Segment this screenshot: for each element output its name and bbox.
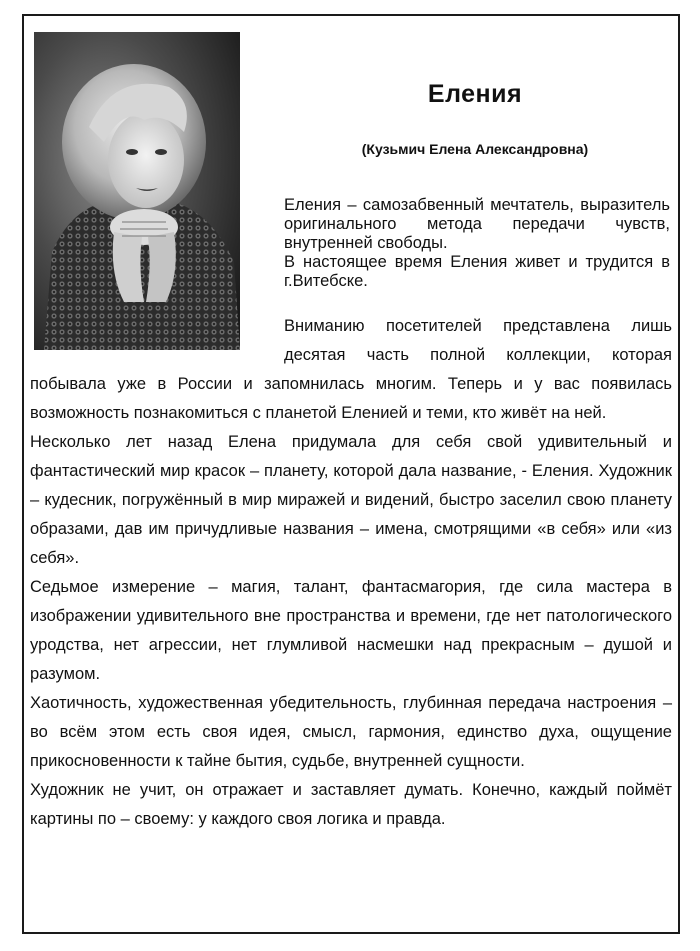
portrait-illustration <box>34 32 240 350</box>
body-paragraph: Несколько лет назад Елена придумала для себя свой удивительный и фантастический мир красок – планету, которой дала название, - Еления. Художник – кудесник, погружённый в мир миражей и видений, быстро заселил свою планету образами, дав им причудливые названия – имена, смотрящими «в себя» или «из себя». <box>30 433 672 567</box>
intro-paragraph: В настоящее время Еления живет и трудится в г.Витебске. <box>284 253 670 290</box>
body-paragraph: Художник не учит, он отражает и заставляет думать. Конечно, каждый поймёт картины по – своему: у каждого своя логика и правда. <box>30 781 672 828</box>
page-title: Еления <box>427 80 523 108</box>
body-paragraph: Вниманию посетителей представлена лишь десятая часть полной коллекции, которая побывала уже в России и запомнилась многим. Теперь и у вас появилась возможность познакомиться с планетой Еленией и теми, кто живёт на ней. <box>30 317 672 422</box>
article-body <box>30 312 672 834</box>
photo-wrap-spacer <box>30 312 284 370</box>
body-paragraph: Седьмое измерение – магия, талант, фантасмагория, где сила мастера в изображении удивительного вне пространства и времени, где нет патологического уродства, нет агрессии, нет глумливой насмешки над прекрасным – душой и разумом. <box>30 578 672 683</box>
intro-paragraph: Еления – самозабвенный мечтатель, выразитель оригинального метода передачи чувств, внутренней свободы. <box>284 196 670 252</box>
body-paragraph: Хаотичность, художественная убедительность, глубинная передача настроения – во всём этом есть своя идея, смысл, гармония, единство духа, ощущение прикосновенности к тайне бытия, судьбе, внутренней сущности. <box>30 694 672 770</box>
page-subtitle: (Кузьмич Елена Александровна) <box>361 141 589 157</box>
intro-block <box>284 196 670 291</box>
portrait-photo <box>34 32 240 350</box>
